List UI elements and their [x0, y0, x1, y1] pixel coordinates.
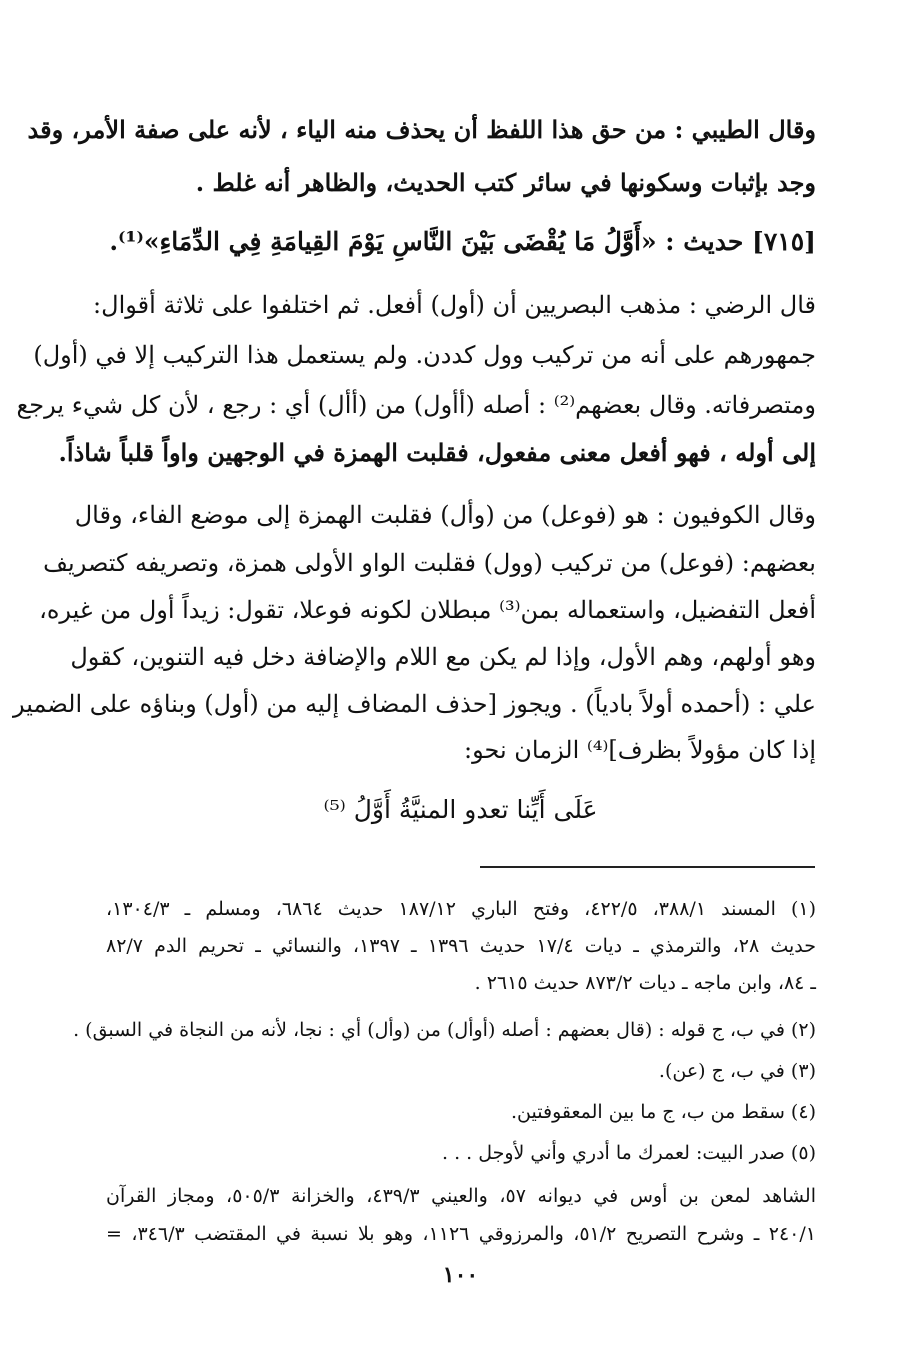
- footnote-line: حديث ٢٨، والترمذي ـ ديات ١٧/٤ حديث ١٣٩٦ ـ ١٣٩٧، والنسائي ـ تحريم الدم ٨٢/٧: [106, 935, 816, 957]
- hadith-heading: [٧١٥] حديث : «أَوَّلُ مَا يُقْضَى بَيْنَ النَّاسِ يَوْمَ القِيامَةِ فِي الدِّمَاءِ»⁽¹⁾.: [109, 227, 816, 256]
- body-line: ومتصرفاته. وقال بعضهم⁽²⁾ : أصله (أأول) من (أأل) أي : رجع ، لأن كل شيء يرجع: [16, 391, 816, 419]
- footnote-line: الشاهد لمعن بن أوس في ديوانه ٥٧، والعيني ٤٣٩/٣، والخزانة ٥٠٥/٣، ومجاز القرآن: [106, 1185, 816, 1207]
- body-line: وهو أولهم، وهم الأول، وإذا لم يكن مع اللام والإضافة دخل فيه التنوين، كقول: [70, 643, 816, 671]
- footnote-line: (٤) سقط من ب، ج ما بين المعقوفتين.: [511, 1101, 816, 1123]
- body-line: بعضهم: (فوعل) من تركيب (وول) فقلبت الواو الأولى همزة، وتصريفه كتصريف: [43, 549, 816, 577]
- body-line: وقال الكوفيون : هو (فوعل) من (وأل) فقلبت الهمزة إلى موضع الفاء، وقال: [74, 501, 816, 529]
- footnote-line: ٢٤٠/١ ـ وشرح التصريح ٥١/٢، والمرزوقي ١١٢٦، وهو بلا نسبة في المقتضب ٣٤٦/٣، =: [106, 1223, 816, 1245]
- footnote-line: (٣) في ب، ج (عن).: [658, 1060, 816, 1082]
- footnote-line: (١) المسند ٣٨٨/١، ٤٢٢/٥، وفتح الباري ١٨٧/١٢ حديث ٦٨٦٤، ومسلم ـ ١٣٠٤/٣،: [106, 898, 816, 920]
- page-number: ١٠٠: [442, 1262, 479, 1288]
- body-line: علي : (أحمده أولاً بادياً) . ويجوز [حذف المضاف إليه من (أول) وبناؤه على الضمير: [12, 690, 816, 718]
- footnote-line: (٢) في ب، ج قوله : (قال بعضهم : أصله (أوأل) من (وأل) أي : نجا، لأنه من النجاة في السبق) .: [73, 1019, 816, 1041]
- body-line: وقال الطيبي : من حق هذا اللفظ أن يحذف منه الياء ، لأنه على صفة الأمر، وقد: [27, 115, 816, 144]
- body-line: إذا كان مؤولاً بظرف]⁽⁴⁾ الزمان نحو:: [463, 736, 816, 764]
- footnote-line: (٥) صدر البيت: لعمرك ما أدري وأني لأوجل . . .: [441, 1142, 816, 1164]
- footnote-line: ـ ٨٤، وابن ماجه ـ ديات ٨٧٣/٢ حديث ٢٦١٥ .: [474, 972, 816, 994]
- body-line: وجد بإثبات وسكونها في سائر كتب الحديث، والظاهر أنه غلط .: [195, 168, 816, 197]
- footnote-separator: [480, 866, 815, 868]
- poetry-verse: عَلَى أَيِّنا تعدو المنيَّةُ أَوَّلُ ⁽⁵⁾: [323, 795, 598, 824]
- body-line: جمهورهم على أنه من تركيب وول كددن. ولم يستعمل هذا التركيب إلا في (أول): [33, 341, 816, 369]
- body-line: إلى أوله ، فهو أفعل معنى مفعول، فقلبت الهمزة في الوجهين واواً قلباً شاذاً.: [58, 438, 816, 467]
- body-line: أفعل التفضيل، واستعماله بمن⁽³⁾ مبطلان لكونه فوعلا، تقول: زيداً أول من غيره،: [39, 596, 816, 624]
- body-line: قال الرضي : مذهب البصريين أن (أول) أفعل. ثم اختلفوا على ثلاثة أقوال:: [93, 291, 816, 319]
